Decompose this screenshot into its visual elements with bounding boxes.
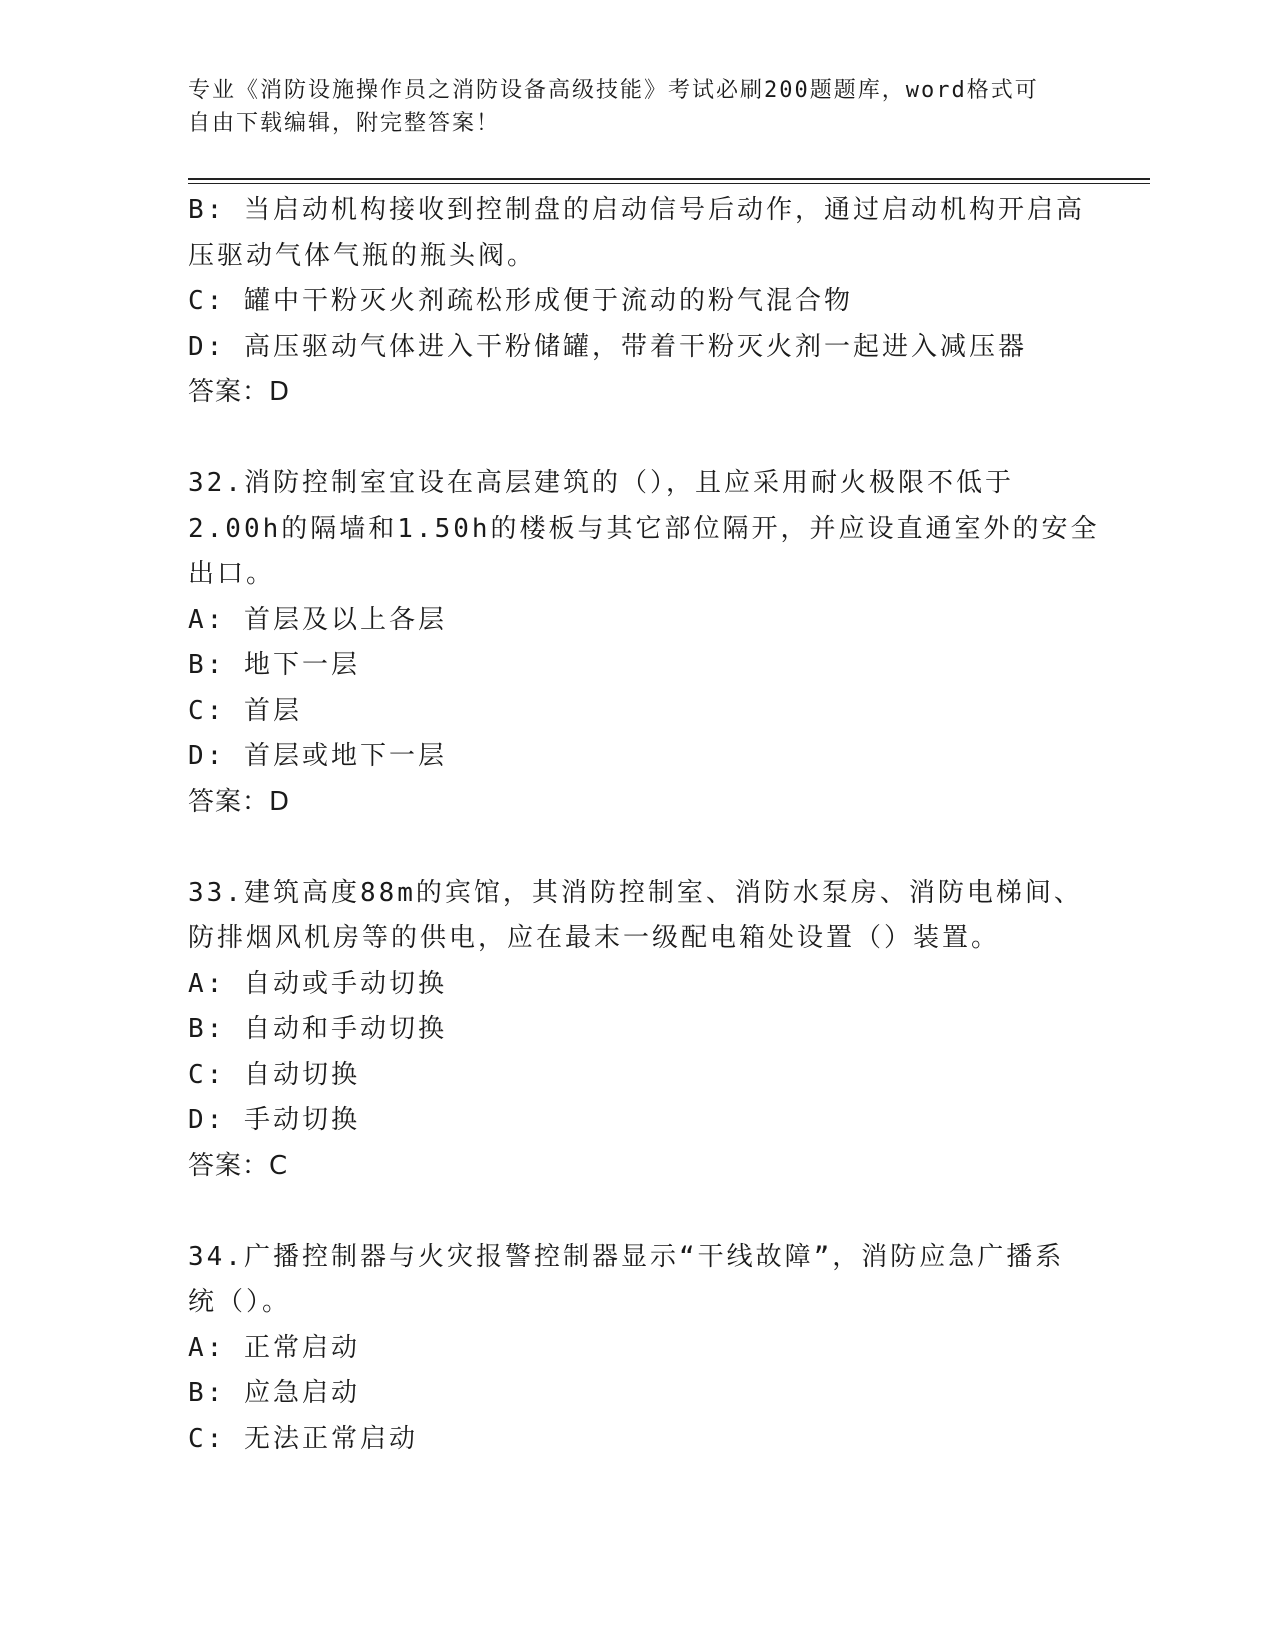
answer: 答案：C [188,1150,289,1181]
option-a: A: 首层及以上各层 [188,604,447,635]
option-b: B: 当启动机构接收到控制盘的启动信号后动作，通过启动机构开启高 [188,195,1085,225]
option-c: C: 罐中干粉灭火剂疏松形成便于流动的粉气混合物 [188,286,853,316]
answer: 答案：D [188,377,291,407]
option-d: D: 首层或地下一层 [188,741,447,771]
option-a: A: 正常启动 [188,1332,360,1363]
question-stem: 33.建筑高度88m的宾馆，其消防控制室、消防水泵房、消防电梯间、 [188,877,1083,908]
question-stem: 防排烟风机房等的供电，应在最末一级配电箱处设置（）装置。 [188,923,1001,953]
question-stem: 34.广播控制器与火灾报警控制器显示“干线故障”，消防应急广播系 [188,1241,1065,1272]
question-34 [188,1235,1088,1463]
answer: 答案：D [188,786,291,817]
question-33 [188,871,1088,1190]
document-header [188,74,1088,140]
option-b: B: 地下一层 [188,650,360,680]
question-list [188,188,1100,1462]
option-a: A: 自动或手动切换 [188,968,447,999]
header-divider-thick [188,178,1150,180]
option-c: C: 自动切换 [188,1059,360,1090]
question-stem: 出口。 [188,559,276,589]
partial-question [188,188,1088,416]
question-stem: 2.00h的隔墙和1.50h的楼板与其它部位隔开，并应设直通室外的安全 [188,513,1100,544]
option-b: B: 自动和手动切换 [188,1014,447,1044]
option-d: D: 高压驱动气体进入干粉储罐，带着干粉灭火剂一起进入减压器 [188,331,1027,362]
header-divider-thin [188,183,1150,184]
question-32 [188,461,1100,825]
question-stem: 32.消防控制室宜设在高层建筑的（），且应采用耐火极限不低于 [188,468,1014,498]
option-d: D: 手动切换 [188,1105,360,1135]
header-line-1: 专业《消防设施操作员之消防设备高级技能》考试必刷200题题库，word格式可 [188,78,1039,103]
option-b: B: 应急启动 [188,1378,360,1408]
option-c: C: 无法正常启动 [188,1423,418,1454]
option-c: C: 首层 [188,695,302,726]
question-stem: 统（）。 [188,1287,292,1317]
header-line-2: 自由下载编辑，附完整答案！ [188,111,501,136]
option-b-continued: 压驱动气体气瓶的瓶头阀。 [188,240,537,271]
